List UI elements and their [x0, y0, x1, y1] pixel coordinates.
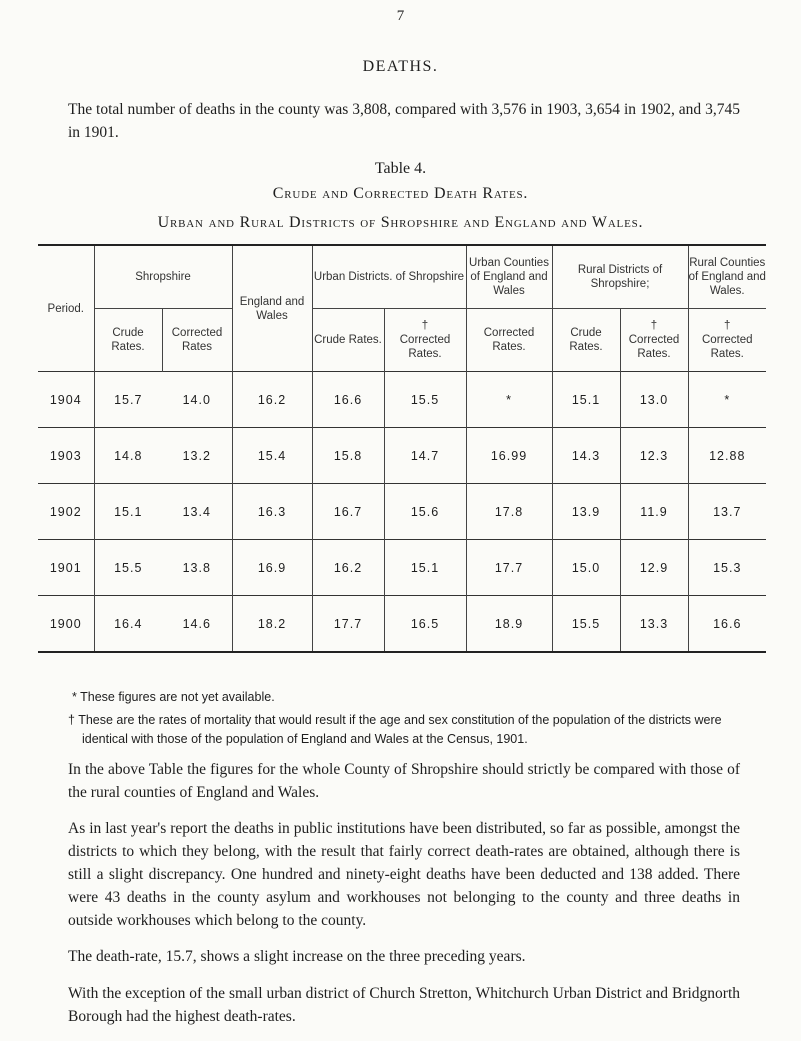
table-cell: 13.4 — [162, 484, 232, 540]
table-cell: 13.3 — [620, 596, 688, 653]
table-cell: 15.5 — [552, 596, 620, 653]
period-cell: 1902 — [38, 484, 94, 540]
period-cell: 1903 — [38, 428, 94, 484]
dagger-mark: † — [650, 320, 658, 332]
table-cell: 15.5 — [94, 540, 162, 596]
table-cell: 15.1 — [552, 372, 620, 428]
subheader-corrected-urban-counties: Corrected Rates. — [466, 309, 552, 372]
table-cell: 16.2 — [312, 540, 384, 596]
table-cell: 16.2 — [232, 372, 312, 428]
table-cell: 15.7 — [94, 372, 162, 428]
table-cell: 13.2 — [162, 428, 232, 484]
table-cell: 16.9 — [232, 540, 312, 596]
table-cell: 16.7 — [312, 484, 384, 540]
dagger-mark: † — [724, 320, 731, 332]
header-shropshire: Shropshire — [94, 245, 232, 309]
header-rural-districts: Rural Districts of Shropshire; — [552, 245, 688, 309]
death-rates-table — [38, 244, 766, 653]
table-cell: 18.2 — [232, 596, 312, 653]
table-cell: 15.6 — [384, 484, 466, 540]
table-subtitle: Urban and Rural Districts of Shropshire and England and Wales. — [157, 214, 644, 231]
page-number: 7 — [396, 8, 405, 24]
table-cell: 15.0 — [552, 540, 620, 596]
header-period: Period. — [47, 302, 84, 315]
footnote-corrected-rates: † These are the rates of mortality that would result if the age and sex constitution of the population of the districts were identical with those of the population of England and Wales at the Census, 1901. — [68, 713, 722, 746]
subheader-crude: Crude Rates. — [94, 309, 162, 372]
subheader-corrected-rural — [620, 309, 688, 372]
subheader-corrected-rural-label: Corrected Rates. — [628, 334, 680, 360]
header-england: England and Wales — [232, 245, 312, 372]
period-cell: 1904 — [38, 372, 94, 428]
table-cell: 16.6 — [688, 596, 766, 653]
table-cell: 13.8 — [162, 540, 232, 596]
table-cell: 16.6 — [312, 372, 384, 428]
table-cell: * — [688, 372, 766, 428]
table-cell: 17.8 — [466, 484, 552, 540]
table-row — [38, 484, 766, 540]
table-cell: 15.8 — [312, 428, 384, 484]
period-cell: 1900 — [38, 596, 94, 653]
table-cell: 14.6 — [162, 596, 232, 653]
table-cell: 17.7 — [466, 540, 552, 596]
table-title: Crude and Corrected Death Rates. — [272, 185, 529, 202]
section-heading: DEATHS. — [362, 58, 439, 75]
death-rate-paragraph: The death-rate, 15.7, shows a slight increase on the three preceding years. — [68, 948, 526, 965]
header-urban-districts: Urban Districts. of Shropshire — [312, 245, 466, 309]
subheader-corrected-urban-label: Corrected Rates. — [399, 334, 451, 360]
subheader-corrected-rural-counties — [688, 309, 766, 372]
table-cell: 14.8 — [94, 428, 162, 484]
table-cell: 15.5 — [384, 372, 466, 428]
table-row — [38, 428, 766, 484]
header-rural-counties: Rural Counties of England and Wales. — [688, 245, 766, 309]
table-cell: 16.99 — [466, 428, 552, 484]
subheader-corrected-urban — [384, 309, 466, 372]
table-cell: 13.9 — [552, 484, 620, 540]
table-row — [38, 540, 766, 596]
table-cell: 13.7 — [688, 484, 766, 540]
comparison-paragraph: In the above Table the figures for the whole County of Shropshire should strictly be compared with those of the rural counties of England and Wales. — [68, 761, 740, 801]
table-label: Table 4. — [374, 160, 427, 177]
subheader-corrected-rural-counties-label: Corrected Rates. — [702, 334, 753, 360]
subheader-corrected: Corrected Rates — [162, 309, 232, 372]
header-urban-counties: Urban Counties of England and Wales — [466, 245, 552, 309]
intro-paragraph: The total number of deaths in the county was 3,808, compared with 3,576 in 1903, 3,654 in 1902, and 3,745 in 1901. — [68, 101, 740, 141]
table-cell: 14.7 — [384, 428, 466, 484]
table-cell: 15.4 — [232, 428, 312, 484]
dagger-mark: † — [421, 320, 429, 332]
table-row — [38, 596, 766, 653]
institutions-paragraph: As in last year's report the deaths in public institutions have been distributed, so far as possible, amongst the districts to which they belong, with the result that fairly correct death-rates are obtained, although there is still a slight discrepancy. One hundred and ninety-eight deaths have been deducted and 138 added. There were 43 deaths in the county asylum and workhouses not belonging to the county and three deaths in outside workhouses which belong to the county. — [68, 820, 740, 929]
table-cell: 14.0 — [162, 372, 232, 428]
table-cell: 12.9 — [620, 540, 688, 596]
table-cell: 16.4 — [94, 596, 162, 653]
period-cell: 1901 — [38, 540, 94, 596]
table-cell: 15.1 — [94, 484, 162, 540]
footnotes — [68, 688, 740, 749]
table-cell: 16.3 — [232, 484, 312, 540]
table-cell: 15.1 — [384, 540, 466, 596]
table-cell: 11.9 — [620, 484, 688, 540]
footnote-not-available: * These figures are not yet available. — [72, 690, 275, 704]
subheader-crude-urban: Crude Rates. — [312, 309, 384, 372]
table-cell: 14.3 — [552, 428, 620, 484]
table-cell: 13.0 — [620, 372, 688, 428]
table-cell: * — [466, 372, 552, 428]
table-cell: 16.5 — [384, 596, 466, 653]
subheader-crude-rural: Crude Rates. — [552, 309, 620, 372]
table-cell: 12.3 — [620, 428, 688, 484]
table-cell: 17.7 — [312, 596, 384, 653]
table-cell: 12.88 — [688, 428, 766, 484]
exceptions-paragraph: With the exception of the small urban district of Church Stretton, Whitchurch Urban District and Bridgnorth Borough had the highest death-rates. — [68, 985, 740, 1025]
table-row — [38, 372, 766, 428]
table-cell: 15.3 — [688, 540, 766, 596]
table-cell: 18.9 — [466, 596, 552, 653]
